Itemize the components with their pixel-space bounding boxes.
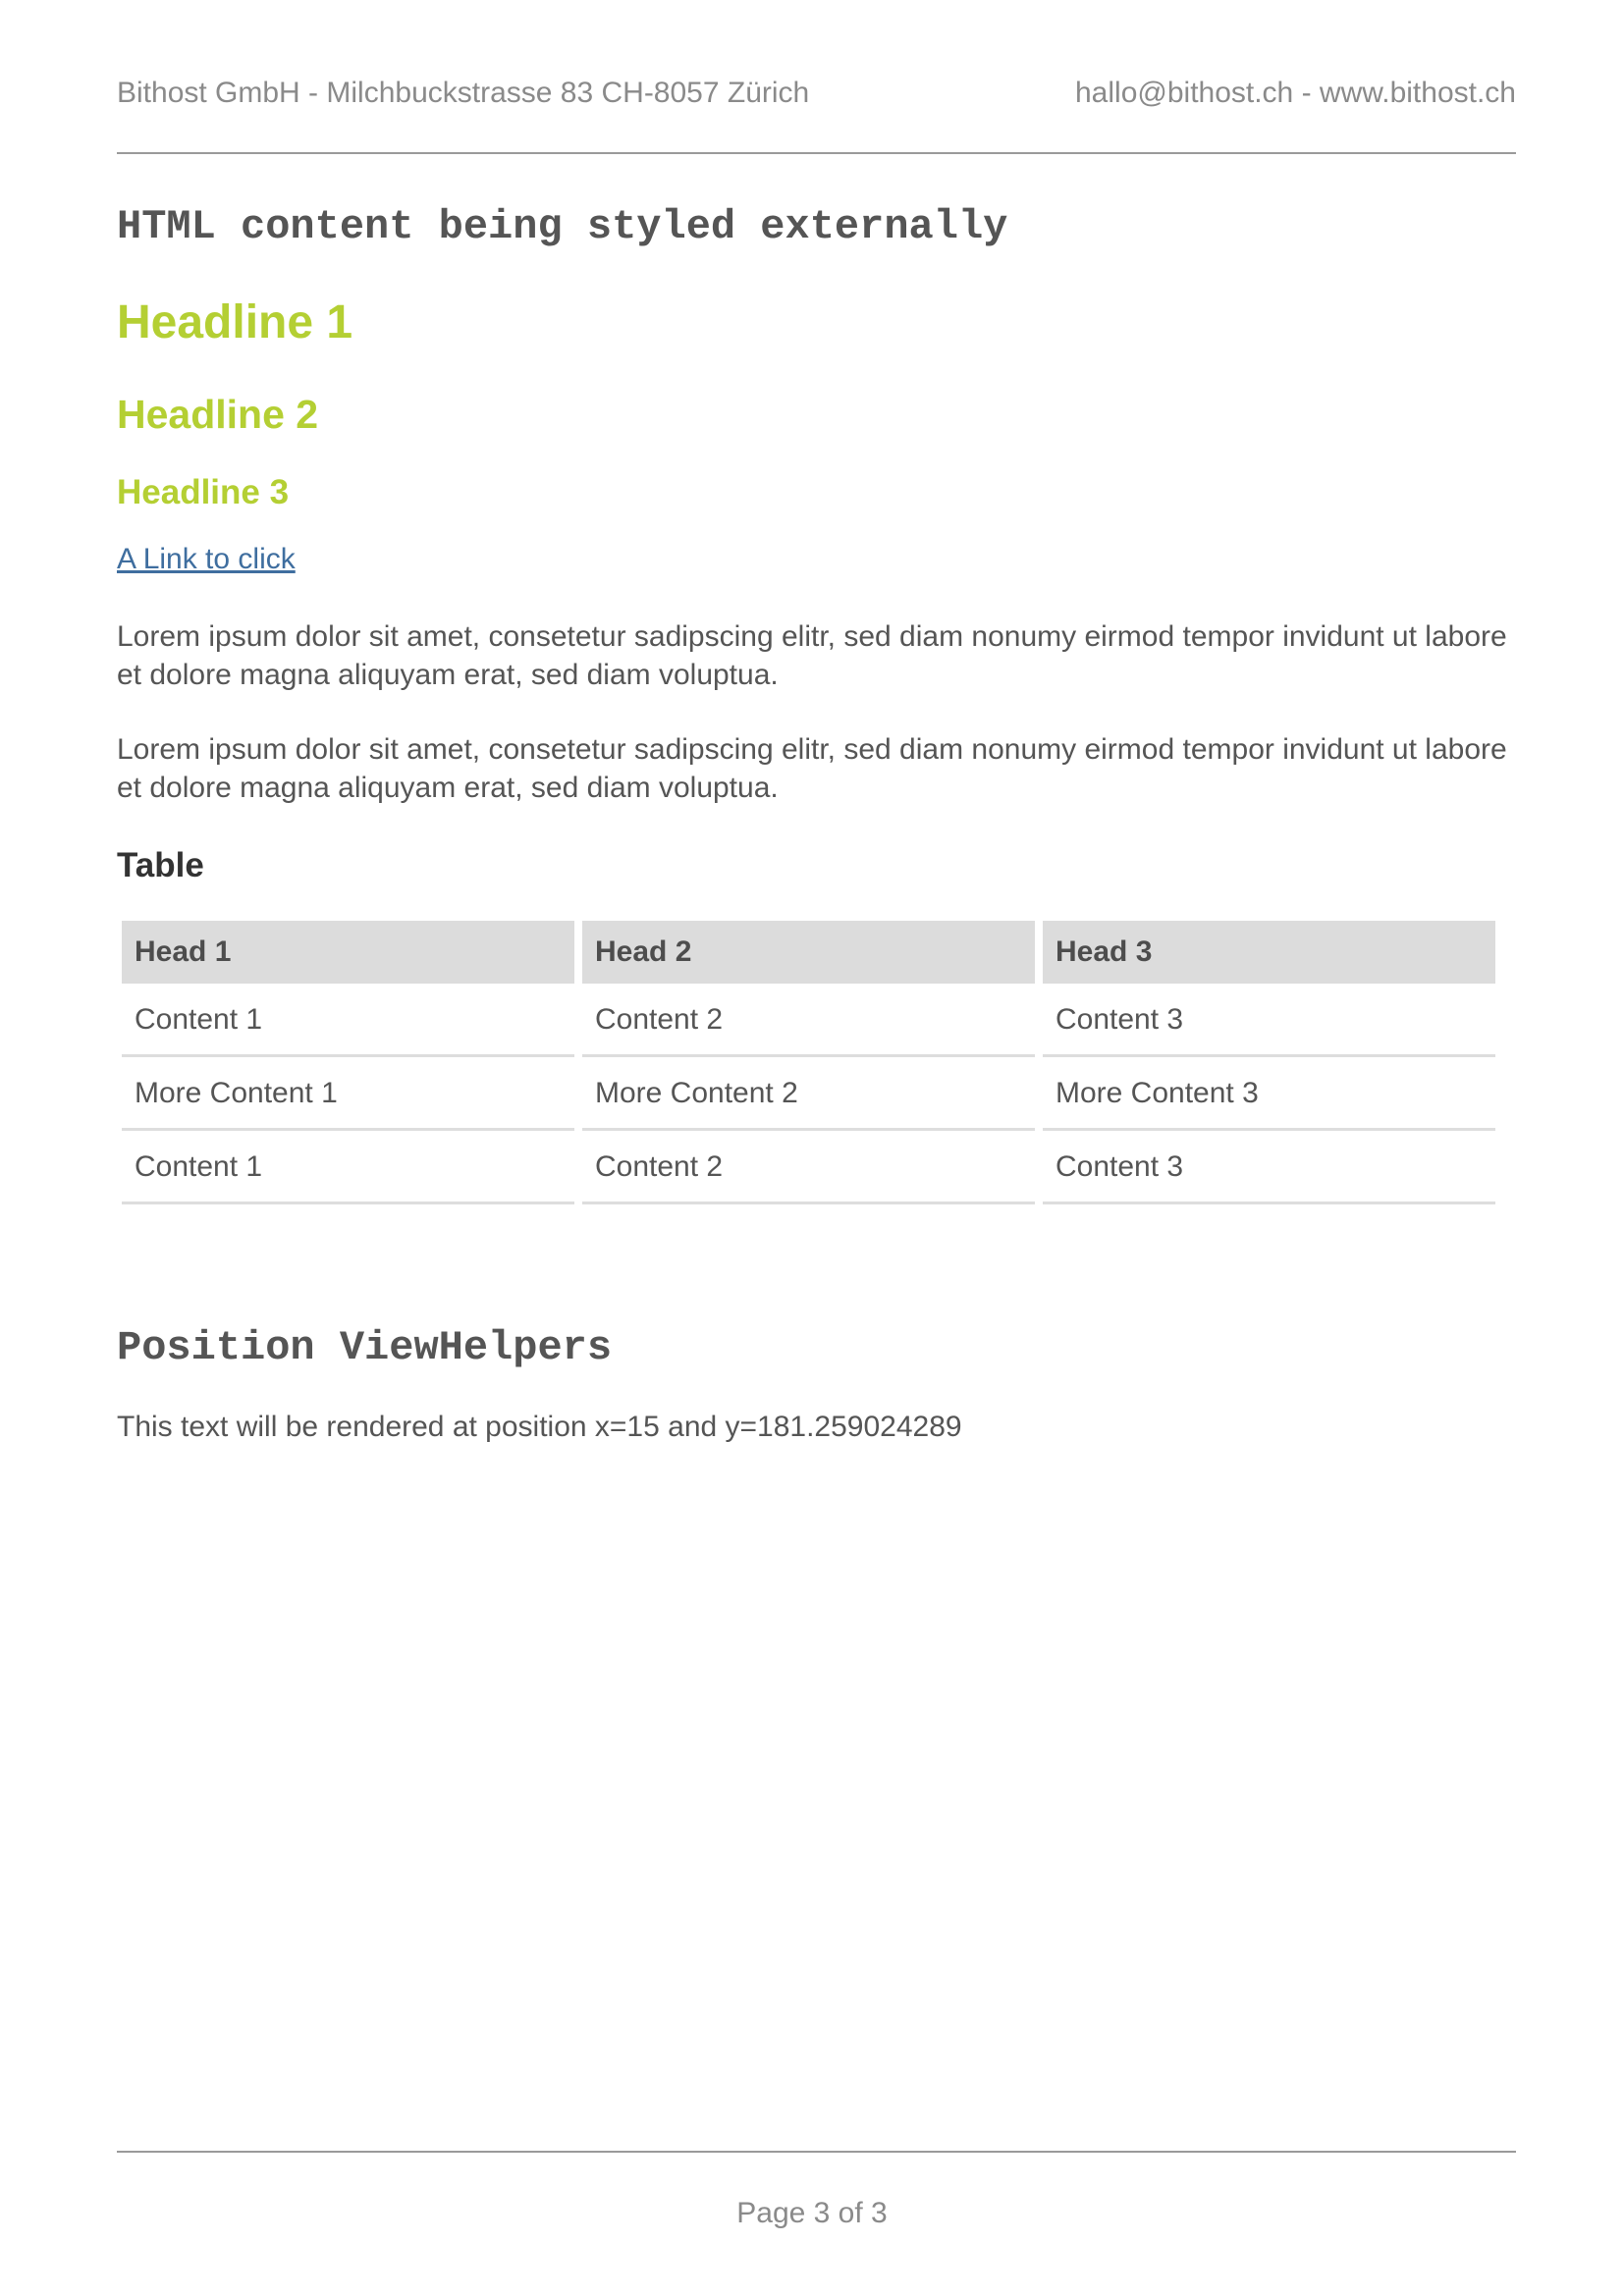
table-heading: Table: [117, 846, 204, 884]
paragraph-1: Lorem ipsum dolor sit amet, consetetur sadipscing elitr, sed diam nonumy eirmod tempor invidunt ut labore et dolore magna aliquyam erat, sed diam voluptua.: [117, 620, 1507, 691]
page-number: Page 3 of 3: [736, 2197, 888, 2229]
table-cell: Content 1: [122, 984, 574, 1057]
company-address: Bithost GmbH - Milchbuckstrasse 83 CH-8057 Zürich: [117, 77, 810, 109]
footer-divider: [117, 2151, 1516, 2153]
table-row: [122, 1057, 1495, 1131]
table-cell: Content 1: [122, 1131, 574, 1204]
table-header-cell: Head 3: [1043, 921, 1495, 984]
table-cell: More Content 3: [1043, 1057, 1495, 1131]
click-link[interactable]: A Link to click: [117, 543, 296, 575]
table-cell: Content 3: [1043, 1131, 1495, 1204]
table-cell: More Content 1: [122, 1057, 574, 1131]
page-title: HTML content being styled externally: [117, 203, 1008, 250]
table-cell: More Content 2: [582, 1057, 1035, 1131]
header-divider: [117, 152, 1516, 154]
table-row: [122, 984, 1495, 1057]
page-header: [117, 77, 1516, 116]
table-header-cell: Head 2: [582, 921, 1035, 984]
paragraph-2: Lorem ipsum dolor sit amet, consetetur sadipscing elitr, sed diam nonumy eirmod tempor invidunt ut labore et dolore magna aliquyam erat, sed diam voluptua.: [117, 733, 1507, 804]
table-cell: Content 3: [1043, 984, 1495, 1057]
table-row: [122, 1131, 1495, 1204]
content-table: [114, 921, 1503, 1204]
table-cell: Content 2: [582, 1131, 1035, 1204]
table-cell: Content 2: [582, 984, 1035, 1057]
headline-2: Headline 2: [117, 392, 319, 437]
table-header-row: [122, 921, 1495, 984]
table-header-cell: Head 1: [122, 921, 574, 984]
position-section-title: Position ViewHelpers: [117, 1324, 613, 1371]
headline-1: Headline 1: [117, 296, 353, 348]
headline-3: Headline 3: [117, 473, 290, 511]
position-section-text: This text will be rendered at position x=15 and y=181.259024289: [117, 1411, 962, 1443]
company-contact: hallo@bithost.ch - www.bithost.ch: [1075, 77, 1516, 109]
